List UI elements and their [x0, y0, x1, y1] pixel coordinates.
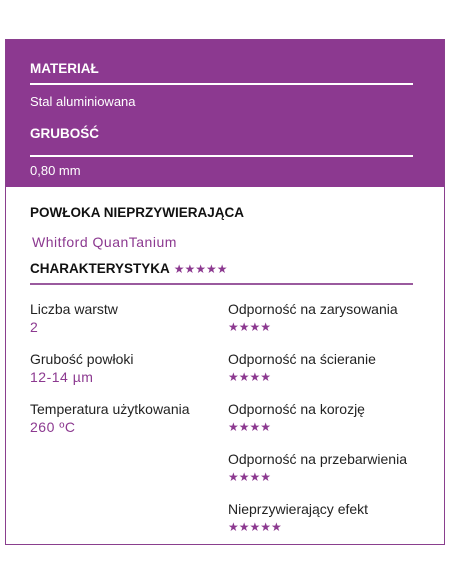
coating-label: POWŁOKA NIEPRZYWIERAJĄCA — [30, 205, 245, 220]
product-spec-card — [5, 39, 445, 545]
rating-item-nonstick — [228, 501, 368, 534]
material-label: MATERIAŁ — [30, 61, 99, 76]
header-band — [6, 40, 444, 187]
thickness-label: GRUBOŚĆ — [30, 126, 100, 141]
thickness-value: 0,80 mm — [30, 163, 81, 178]
spec-item-value: 260 ºC — [30, 419, 76, 435]
rating-stars-icon: ★★★★ — [228, 370, 272, 384]
rating-item-label: Nieprzywierający efekt — [228, 501, 369, 517]
rating-item-label: Odporność na zarysowania — [228, 301, 398, 317]
spec-item-temperature — [30, 401, 190, 435]
material-divider — [30, 83, 413, 85]
characteristics-divider — [30, 283, 413, 285]
spec-item-layers — [30, 301, 118, 335]
rating-stars-icon: ★★★★ — [228, 470, 272, 484]
rating-item-label: Odporność na ścieranie — [228, 351, 376, 367]
spec-item-label: Grubość powłoki — [30, 351, 134, 367]
rating-stars-icon: ★★★★★ — [228, 520, 282, 534]
rating-stars-icon: ★★★★ — [228, 320, 272, 334]
thickness-divider — [30, 155, 413, 157]
spec-item-value: 12-14 µm — [30, 369, 94, 385]
coating-value: Whitford QuanTanium — [32, 234, 177, 250]
rating-item-label: Odporność na przebarwienia — [228, 451, 407, 467]
material-value: Stal aluminiowana — [30, 94, 136, 109]
spec-item-value: 2 — [30, 319, 39, 335]
spec-item-label: Temperatura użytkowania — [30, 401, 190, 417]
rating-item-discoloration — [228, 451, 407, 484]
characteristics-stars-icon: ★★★★★ — [173, 262, 228, 276]
rating-item-label: Odporność na korozję — [228, 401, 365, 417]
spec-item-label: Liczba warstw — [30, 301, 118, 317]
characteristics-label: CHARAKTERYSTYKA — [30, 261, 170, 276]
rating-item-scratch — [228, 301, 398, 334]
rating-stars-icon: ★★★★ — [228, 420, 272, 434]
spec-item-coating-thickness — [30, 351, 134, 385]
characteristics-heading — [30, 261, 228, 276]
rating-item-corrosion — [228, 401, 365, 434]
rating-item-abrasion — [228, 351, 376, 384]
